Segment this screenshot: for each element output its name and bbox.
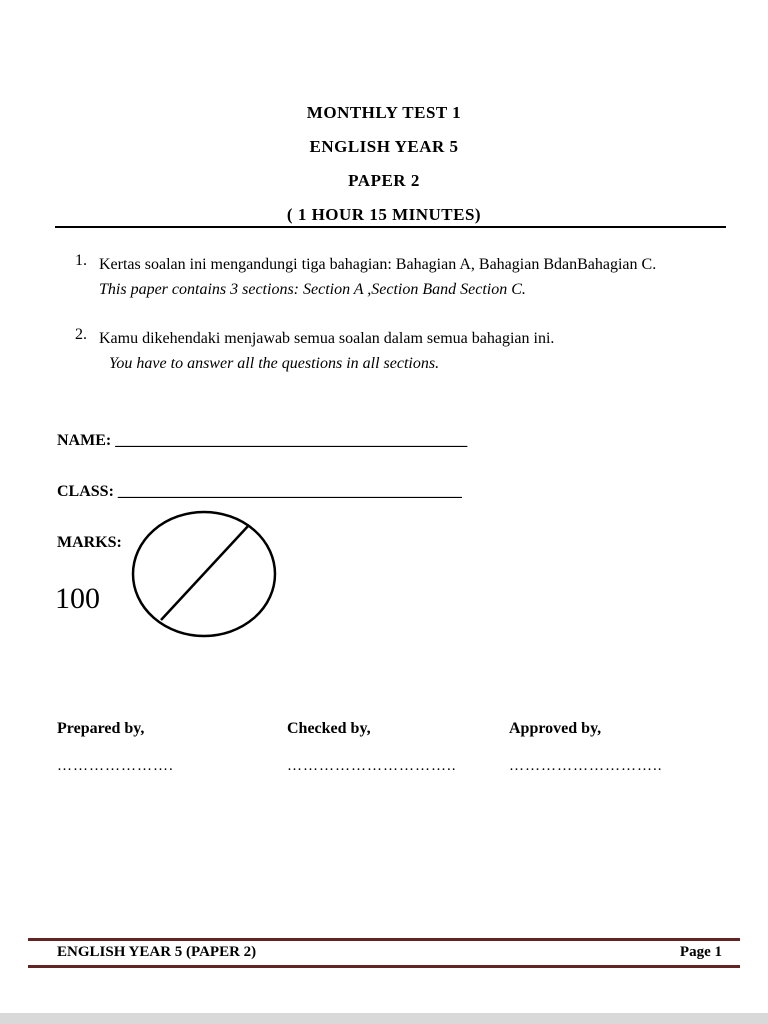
- instruction-malay-text: Kertas soalan ini mengandungi tiga bahagian: Bahagian A, Bahagian BdanBahagian C.: [99, 256, 657, 273]
- header-subject: ENGLISH YEAR 5: [309, 137, 459, 156]
- instruction-number: 1.: [75, 252, 87, 269]
- marks-field-row: [57, 534, 122, 552]
- header-divider-line: [55, 226, 726, 228]
- instruction-item-2: [75, 326, 720, 376]
- prepared-by-label: Prepared by,: [57, 720, 145, 737]
- name-label: NAME:: [57, 432, 112, 449]
- class-field-row: [57, 483, 462, 501]
- header-test-title: MONTHLY TEST 1: [306, 103, 462, 122]
- marks-total-value: 100: [55, 582, 100, 615]
- checked-by-label: Checked by,: [287, 720, 371, 737]
- approved-by-label: Approved by,: [509, 720, 602, 737]
- class-label: CLASS:: [57, 483, 114, 500]
- signature-approved: [509, 720, 708, 775]
- instruction-body: [99, 252, 720, 302]
- checked-by-line: …………………………..: [287, 758, 457, 774]
- name-field-row: [57, 432, 467, 450]
- header-duration: ( 1 HOUR 15 MINUTES): [286, 205, 482, 224]
- viewport-edge-strip: [0, 1013, 768, 1024]
- instruction-malay-text: Kamu dikehendaki menjawab semua soalan dalam semua bahagian ini.: [99, 330, 555, 347]
- instruction-number: 2.: [75, 326, 87, 343]
- header-paper: PAPER 2: [348, 171, 420, 190]
- signature-checked: [287, 720, 509, 775]
- prepared-by-line: ………………….: [57, 758, 174, 774]
- footer-page-number: Page 1: [679, 944, 722, 960]
- instruction-english-text: You have to answer all the questions in all sections.: [109, 355, 440, 372]
- footer-document-title: ENGLISH YEAR 5 (PAPER 2): [57, 944, 257, 960]
- document-header: [0, 96, 768, 232]
- instruction-item-1: [75, 252, 720, 302]
- instructions-list: [75, 252, 720, 400]
- class-fill-line: ___________________________________________: [117, 483, 462, 500]
- signature-prepared: [57, 720, 287, 775]
- marks-circle-icon: [128, 505, 280, 643]
- page-footer: [28, 938, 740, 968]
- instruction-body: [99, 326, 720, 376]
- marks-label: MARKS:: [57, 534, 122, 551]
- signature-row: [57, 720, 708, 775]
- approved-by-line: ………………………..: [509, 758, 663, 774]
- name-fill-line: ____________________________________________: [115, 432, 468, 449]
- instruction-english-text: This paper contains 3 sections: Section A ,Section Band Section C.: [99, 281, 526, 298]
